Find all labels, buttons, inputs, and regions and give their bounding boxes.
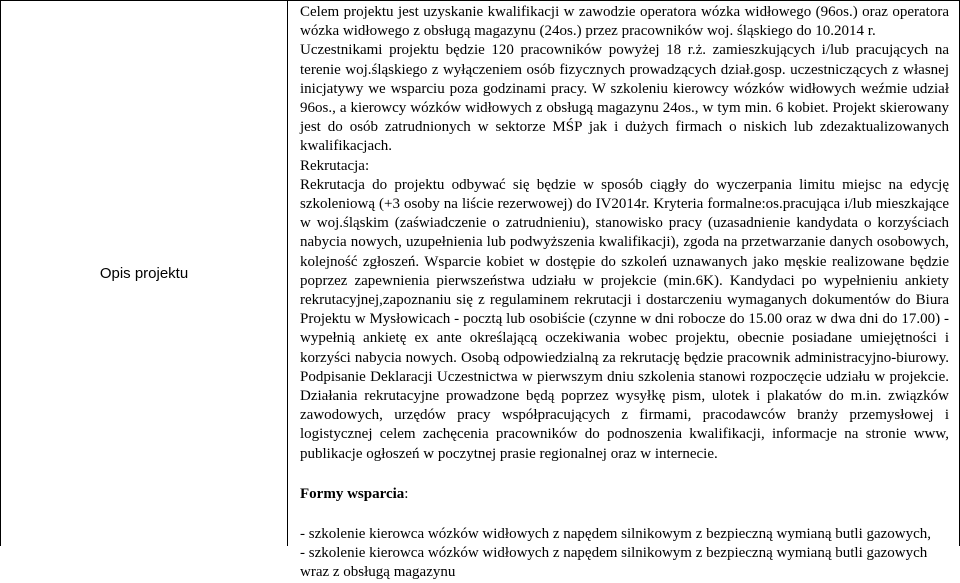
label-cell: [1, 1, 288, 546]
content-cell: [288, 1, 959, 581]
support-forms-label: Formy wsparcia: [300, 485, 405, 502]
spacer: [300, 504, 949, 525]
recruitment-heading: Rekrutacja:: [300, 157, 370, 174]
section-label: Opis projektu: [99, 265, 189, 282]
recruitment-paragraph: Rekrutacja do projektu odbywać się będzie w sposób ciągły do wyczerpania limitu miejsc na edycję szkoleniową (+3 osoby na liście rezerwowej) do IV2014r. Kryteria formalne:os.pracująca i/lub mieszkające w woj.śląskim (zaświadczenie o zatrudnieniu), stanowisko pracy (uzasadnienie kandydata o korzyściach nabycia nowych, uzupełnienia lub podwyższenia kwalifikacji), zgoda na przetwarzanie danych osobowych, kolejność zgłoszeń. Wsparcie kobiet w dostępie do szkoleń uznawanych jako męskie realizowane będzie poprzez zapewnienia pierwszeństwa udziału w projekcie (min.6K). Kandydaci po wypełnieniu ankiety rekrutacyjnej,zapoznaniu się z regulaminem rekrutacji i dostarczeniu wymaganych dokumentów do Biura Projektu w Mysłowicach - pocztą lub osobiście (czynne w dni robocze do 15.00 oraz w dwa dni do 17.00) - wypełnią ankietę ex ante określającą oczekiwania wobec projektu, obecnie posiadane umiejętności i korzyści nabycia nowych. Osobą odpowiedzialną za rekrutację będzie pracownik administracyjno-biurowy. Podpisanie Deklaracji Uczestnictwa w pierwszym dniu szkolenia stanowi rozpoczęcie udziału w projekcie. Działania rekrutacyjne prowadzone będą poprzez wysyłkę pism, ulotek i plakatów do m.in. związków zawodowych, urzędów pracy współpracujących z firmami, pracodawców branży przemysłowej i logistycznej celem zachęcenia pracowników do podnoszenia kwalifikacji, informacje na stronie www, publikacje ogłoszeń w poczytnej prasie regionalnej oraz w internecie.: [300, 176, 949, 462]
project-goal-paragraph: Celem projektu jest uzyskanie kwalifikacji w zawodzie operatora wózka widłowego (96os.) oraz operatora wózka widłowego z obsługą magazynu (24os.) przez pracowników woj. śląskiego do 10.2014 r.: [300, 4, 949, 40]
participants-paragraph: Uczestnikami projektu będzie 120 pracowników powyżej 18 r.ż. zamieszkujących i/lub pracujących na terenie woj.śląskiego z wyłączeniem osób fizycznych prowadzących dział.gosp. uczestniczących z własnej inicjatywy we wsparciu poza godzinami pracy. W szkoleniu kierowcy wózków widłowych weźmie udział 96os., a kierowcy wózków widłowych z obsługą magazynu 24os., w tym min. 6 kobiet. Projekt skierowany jest do osób zatrudnionych w sektorze MŚP jak i dużych firmach o niskich lub zdezaktualizowanych kwalifikacjach.: [300, 42, 949, 155]
support-form-item: - szkolenie kierowca wózków widłowych z napędem silnikowym z bezpieczną wymianą butli gazowych wraz z obsługą magazynu: [300, 545, 928, 581]
support-forms-heading: [300, 485, 949, 504]
support-forms-colon: :: [404, 485, 409, 502]
support-form-item: - szkolenie kierowca wózków widłowych z napędem silnikowym z bezpieczną wymianą butli gazowych,: [300, 526, 932, 543]
spacer: [300, 464, 949, 485]
